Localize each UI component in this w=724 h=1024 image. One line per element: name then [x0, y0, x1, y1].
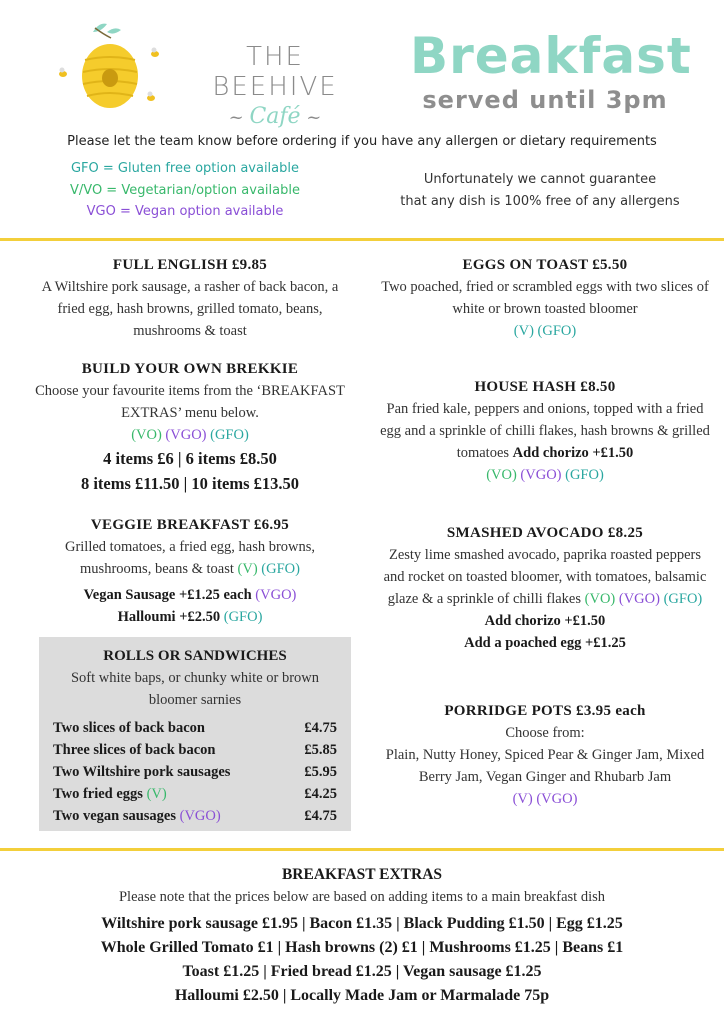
house-hash-tags — [380, 464, 710, 486]
legend-gfo: GFO = Gluten free option available — [70, 161, 299, 176]
veggie-extra-vegan-sausage: Vegan Sausage +£1.25 each (VGO) — [83, 587, 297, 603]
tag-gfo: (GFO) — [537, 323, 577, 339]
tag-v: (V) — [237, 561, 258, 577]
brand-name — [185, 42, 365, 129]
porridge-options: Plain, Nutty Honey, Spiced Pear & Ginger Jam, Mixed Berry Jam, Vegan Ginger and Rhubarb Jam — [385, 747, 705, 785]
tag-v: (V) — [146, 786, 167, 802]
rolls-item: Two slices of back bacon £4.75 — [53, 720, 337, 736]
section-smashed-avocado — [380, 522, 710, 654]
porridge-title: PORRIDGE POTS £3.95 each — [444, 703, 646, 719]
smashed-title: SMASHED AVOCADO £8.25 — [446, 525, 644, 541]
rolls-item: Two fried eggs (V) £4.25 — [53, 786, 337, 802]
full-english-title: FULL ENGLISH £9.85 — [112, 257, 268, 273]
rolls-title: ROLLS OR SANDWICHES — [103, 648, 287, 664]
tag-gfo: (GFO) — [223, 609, 263, 625]
build-own-desc: Choose your favourite items from the ‘BREAKFAST EXTRAS’ menu below. — [35, 383, 345, 421]
tag-vgo: (VGO) — [165, 427, 207, 443]
build-own-tags — [30, 424, 350, 446]
porridge-tags — [380, 788, 710, 810]
menu-subtitle: served until 3pm — [422, 86, 668, 114]
eggs-toast-tags — [380, 320, 710, 342]
eggs-toast-title: EGGS ON TOAST £5.50 — [462, 257, 628, 273]
tag-vo: (VO) — [131, 427, 162, 443]
extras-line: Wiltshire pork sausage £1.95 | Bacon £1.35 | Black Pudding £1.50 | Egg £1.25 — [101, 915, 623, 932]
extras-line: Toast £1.25 | Fried bread £1.25 | Vegan sausage £1.25 — [182, 963, 542, 980]
veggie-extra-halloumi: Halloumi +£2.50 (GFO) — [117, 609, 263, 625]
extras-title: BREAKFAST EXTRAS — [281, 866, 443, 883]
tag-vgo: (VGO) — [255, 587, 297, 603]
allergen-disclaimer — [380, 169, 700, 213]
smashed-desc: Zesty lime smashed avocado, paprika roasted peppers and rocket on toasted bloomer, with tomatoes, balsamic glaze & a sprinkle of chilli flakes (VO) (VGO) (GFO) — [383, 547, 707, 607]
divider-top — [0, 238, 724, 241]
extras-line: Halloumi £2.50 | Locally Made Jam or Marmalade 75p — [174, 987, 550, 1004]
tag-vo: (VO) — [486, 467, 517, 483]
build-own-title: BUILD YOUR OWN BREKKIE — [81, 361, 299, 377]
disclaimer-line-1: Unfortunately we cannot guarantee — [423, 172, 657, 187]
allergen-note: Please let the team know before ordering if you have any allergen or dietary requirements — [67, 134, 657, 149]
dietary-legend — [55, 158, 315, 223]
divider-bottom — [0, 848, 724, 851]
veggie-title: VEGGIE BREAKFAST £6.95 — [90, 517, 290, 533]
extras-note: Please note that the prices below are based on adding items to a main breakfast dish — [118, 889, 605, 905]
tag-vgo: (VGO) — [179, 808, 221, 824]
full-english-desc: A Wiltshire pork sausage, a rasher of back bacon, a fried egg, hash browns, grilled tomato, beans, mushrooms & toast — [41, 279, 339, 339]
tag-vgo: (VGO) — [520, 467, 562, 483]
rolls-item: Three slices of back bacon £5.85 — [53, 742, 337, 758]
smashed-addon-egg: Add a poached egg +£1.25 — [464, 635, 626, 651]
tag-gfo: (GFO) — [210, 427, 249, 443]
tag-vgo: (VGO) — [618, 591, 660, 607]
legend-vgo: VGO = Vegan option available — [86, 204, 284, 219]
legend-vvo: V/VO = Vegetarian/option available — [70, 182, 300, 198]
section-eggs-on-toast — [380, 254, 710, 342]
extras-line: Whole Grilled Tomato £1 | Hash browns (2) £1 | Mushrooms £1.25 | Beans £1 — [100, 939, 624, 956]
section-porridge-pots — [380, 700, 710, 810]
tag-gfo: (GFO) — [565, 467, 604, 483]
menu-title-block — [410, 26, 692, 114]
house-hash-desc: Pan fried kale, peppers and onions, topped with a fried egg and a sprinkle of chilli flakes, hash browns & grilled tomatoes Add chorizo +£1.50 — [380, 401, 710, 461]
rolls-desc: Soft white baps, or chunky white or brown bloomer sarnies — [70, 670, 320, 708]
tag-vo: (VO) — [584, 591, 616, 607]
tag-v: (V) — [513, 323, 534, 339]
disclaimer-line-2: that any dish is 100% free of any allergens — [400, 194, 680, 209]
house-hash-addon: Add chorizo +£1.50 — [512, 445, 634, 461]
porridge-choose: Choose from: — [505, 725, 585, 741]
tag-gfo: (GFO) — [261, 561, 300, 577]
section-full-english — [30, 254, 350, 342]
veggie-desc: Grilled tomatoes, a fried egg, hash browns, mushrooms, beans & toast (V) (GFO) — [64, 539, 316, 577]
tag-gfo: (GFO) — [663, 591, 703, 607]
smashed-addon-chorizo: Add chorizo +£1.50 — [484, 613, 606, 629]
rolls-item: Two vegan sausages (VGO) £4.75 — [53, 808, 337, 824]
section-veggie-breakfast — [30, 514, 350, 628]
menu-title: Breakfast — [410, 27, 692, 85]
rolls-item: Two Wiltshire pork sausages £5.95 — [53, 764, 337, 780]
section-rolls-sandwiches — [39, 637, 351, 831]
build-own-price-2: 8 items £11.50 | 10 items £13.50 — [80, 474, 300, 493]
brand-subtitle: ~ Café ~ — [228, 104, 322, 129]
eggs-toast-desc: Two poached, fried or scrambled eggs with two slices of white or brown toasted bloomer — [381, 279, 709, 317]
tag-vgo: (VGO) — [536, 791, 578, 807]
section-build-your-own — [30, 358, 350, 496]
brand-title: THE BEEHIVE — [212, 42, 338, 102]
section-breakfast-extras — [0, 864, 724, 1008]
build-own-price-1: 4 items £6 | 6 items £8.50 — [103, 449, 277, 468]
section-house-hash — [380, 376, 710, 486]
tag-v: (V) — [512, 791, 533, 807]
beehive-logo — [55, 18, 165, 118]
house-hash-title: HOUSE HASH £8.50 — [474, 379, 616, 395]
